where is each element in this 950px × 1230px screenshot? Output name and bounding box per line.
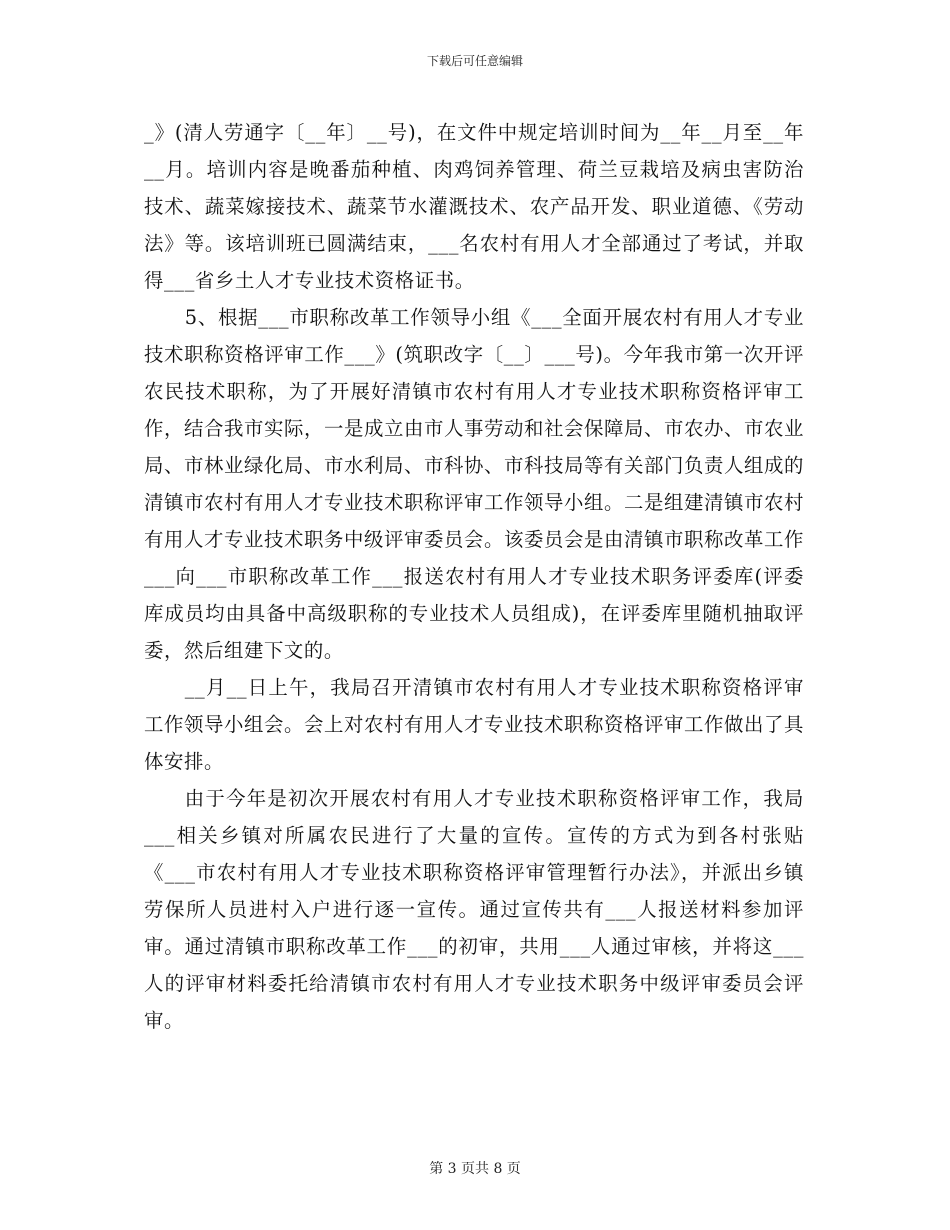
- page-header: 下载后可任意编辑: [426, 54, 523, 68]
- document-body: [144, 114, 804, 1039]
- paragraph-3: __月__日上午，我局召开清镇市农村有用人才专业技术职称资格评审工作领导小组会。会上对农村有用人才专业技术职称资格评审工作做出了具体安排。: [144, 676, 804, 773]
- paragraph-1: _》(清人劳通字〔__年〕__号)，在文件中规定培训时间为__年__月至__年__月。培训内容是晚番茄种植、肉鸡饲养管理、荷兰豆栽培及病虫害防治技术、蔬菜嫁接技术、蔬菜节水灌溉技术、农产品开发、职业道德、《劳动法》等。该培训班已圆满结束，___名农村有用人才全部通过了考试，并取得___省乡土人才专业技术资格证书。: [144, 121, 804, 292]
- paragraph-4: 由于今年是初次开展农村有用人才专业技术职称资格评审工作，我局___相关乡镇对所属农民进行了大量的宣传。宣传的方式为到各村张贴《___市农村有用人才专业技术职称资格评审管理暂行办法》，并派出乡镇劳保所人员进村入户进行逐一宣传。通过宣传共有___人报送材料参加评审。通过清镇市职称改革工作___的初审，共用___人通过审核，并将这___人的评审材料委托给清镇市农村有用人才专业技术职务中级评审委员会评审。: [144, 787, 804, 1032]
- page-number: 第 3 页共 8 页: [429, 1161, 521, 1177]
- paragraph-2: 5、根据___市职称改革工作领导小组《___全面开展农村有用人才专业技术职称资格评审工作___》(筑职改字〔__〕___号)。今年我市第一次开评农民技术职称，为了开展好清镇市农村有用人才专业技术职称资格评审工作，结合我市实际，一是成立由市人事劳动和社会保障局、市农办、市农业局、市林业绿化局、市水利局、市科协、市科技局等有关部门负责人组成的清镇市农村有用人才专业技术职称评审工作领导小组。二是组建清镇市农村有用人才专业技术职务中级评审委员会。该委员会是由清镇市职称改革工作___向___市职称改革工作___报送农村有用人才专业技术职务评委库(评委库成员均由具备中高级职称的专业技术人员组成)，在评委库里随机抽取评委，然后组建下文的。: [144, 306, 804, 662]
